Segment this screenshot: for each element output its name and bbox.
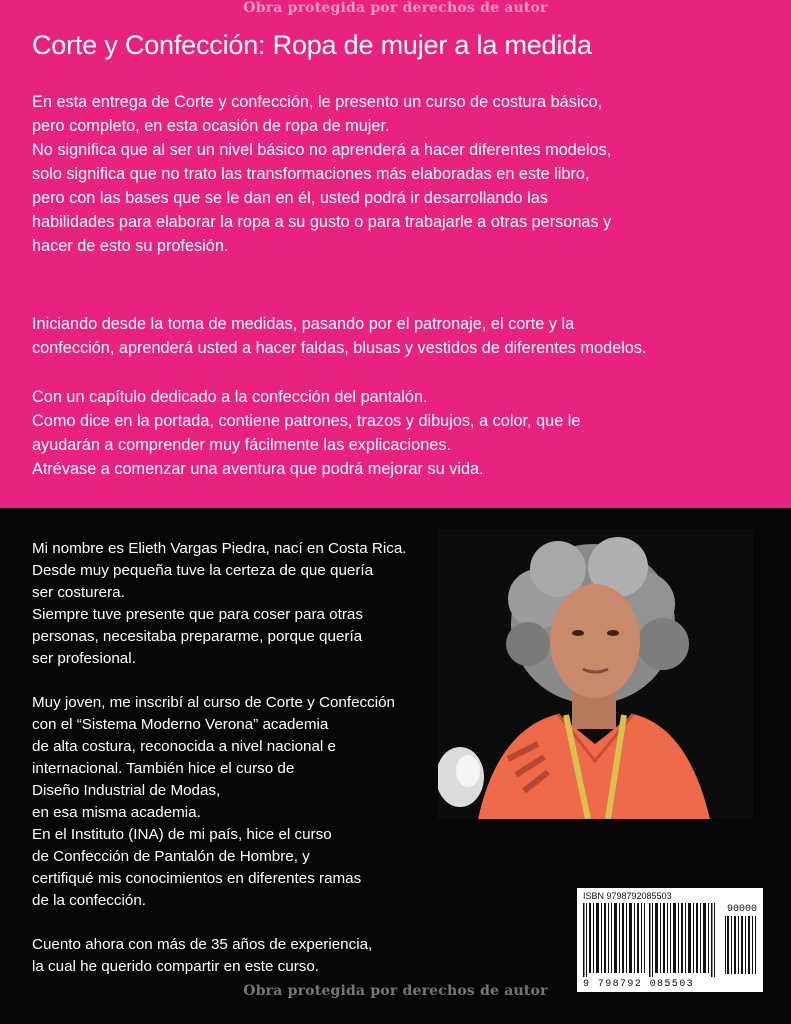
bio-line: personas, necesitaba prepararme, porque quería bbox=[32, 628, 363, 645]
bio-line: ser profesional. bbox=[32, 650, 136, 667]
intro-line: Como dice en la portada, contiene patrones, trazos y dibujos, a color, que le bbox=[32, 412, 581, 430]
intro-paragraph-2 bbox=[32, 312, 647, 360]
isbn-barcode bbox=[577, 888, 763, 992]
intro-line: habilidades para elaborar la ropa a su gusto o para trabajarle a otras personas y bbox=[32, 213, 612, 231]
bio-line: con el “Sistema Moderno Verona” academia bbox=[32, 716, 329, 733]
intro-line: Iniciando desde la toma de medidas, pasando por el patronaje, el corte y la bbox=[32, 315, 575, 333]
bio-line: Muy joven, me inscribí al curso de Corte y Confección bbox=[32, 694, 395, 711]
book-title: Corte y Confección: Ropa de mujer a la medida bbox=[32, 30, 592, 60]
intro-line: No significa que al ser un nivel básico no aprenderá a hacer diferentes modelos, bbox=[32, 141, 612, 159]
bio-line: internacional. También hice el curso de bbox=[32, 760, 295, 777]
bio-line: Mi nombre es Elieth Vargas Piedra, nací en Costa Rica. bbox=[32, 540, 407, 557]
bio-line: de Confección de Pantalón de Hombre, y bbox=[32, 848, 310, 865]
bio-line: Cuento ahora con más de 35 años de experiencia, bbox=[32, 936, 373, 953]
bio-line: Siempre tuve presente que para coser para otras bbox=[32, 606, 363, 623]
intro-line: hacer de esto su profesión. bbox=[32, 237, 229, 255]
intro-line: confección, aprenderá usted a hacer faldas, blusas y vestidos de diferentes modelos. bbox=[32, 339, 647, 357]
intro-line: Con un capítulo dedicado a la confección del pantalón. bbox=[32, 388, 428, 406]
author-photo bbox=[438, 529, 753, 819]
bio-line: Diseño Industrial de Modas, bbox=[32, 782, 221, 799]
bio-line: ser costurera. bbox=[32, 584, 125, 601]
intro-line: pero con las bases que se le dan en él, usted podrá ir desarrollando las bbox=[32, 189, 548, 207]
watermark-bottom: Obra protegida por derechos de autor bbox=[243, 983, 548, 999]
author-bio bbox=[32, 538, 407, 978]
bio-line: En el Instituto (INA) de mi país, hice el curso bbox=[32, 826, 332, 843]
addon-barcode-bars bbox=[725, 916, 757, 974]
intro-line: pero completo, en esta ocasión de ropa de mujer. bbox=[32, 117, 390, 135]
intro-line: ayudarán a comprender muy fácilmente las explicaciones. bbox=[32, 436, 452, 454]
paragraph-gap bbox=[32, 912, 407, 934]
bio-line: de alta costura, reconocida a nivel nacional e bbox=[32, 738, 336, 755]
barcode-digits: 9 798792 085503 bbox=[583, 979, 695, 990]
price-code: 90000 bbox=[726, 904, 757, 915]
intro-paragraph-3 bbox=[32, 385, 580, 481]
intro-line: En esta entrega de Corte y confección, le presento un curso de costura básico, bbox=[32, 93, 603, 111]
bio-line: Desde muy pequeña tuve la certeza de que quería bbox=[32, 562, 374, 579]
intro-line: Atrévase a comenzar una aventura que podrá mejorar su vida. bbox=[32, 460, 484, 478]
bio-line: en esa misma academia. bbox=[32, 804, 201, 821]
isbn-label: ISBN 9798792085503 bbox=[583, 891, 672, 901]
intro-paragraph-1 bbox=[32, 90, 611, 258]
author-portrait-illustration bbox=[438, 529, 753, 819]
paragraph-gap bbox=[32, 670, 407, 692]
bio-line: de la confección. bbox=[32, 892, 146, 909]
intro-line: solo significa que no trato las transformaciones más elaboradas en este libro, bbox=[32, 165, 590, 183]
bio-line: certifiqué mis conocimientos en diferentes ramas bbox=[32, 870, 362, 887]
watermark-top: Obra protegida por derechos de autor bbox=[243, 0, 548, 16]
bio-line: la cual he querido compartir en este curso. bbox=[32, 958, 320, 975]
main-barcode-bars bbox=[583, 903, 719, 977]
